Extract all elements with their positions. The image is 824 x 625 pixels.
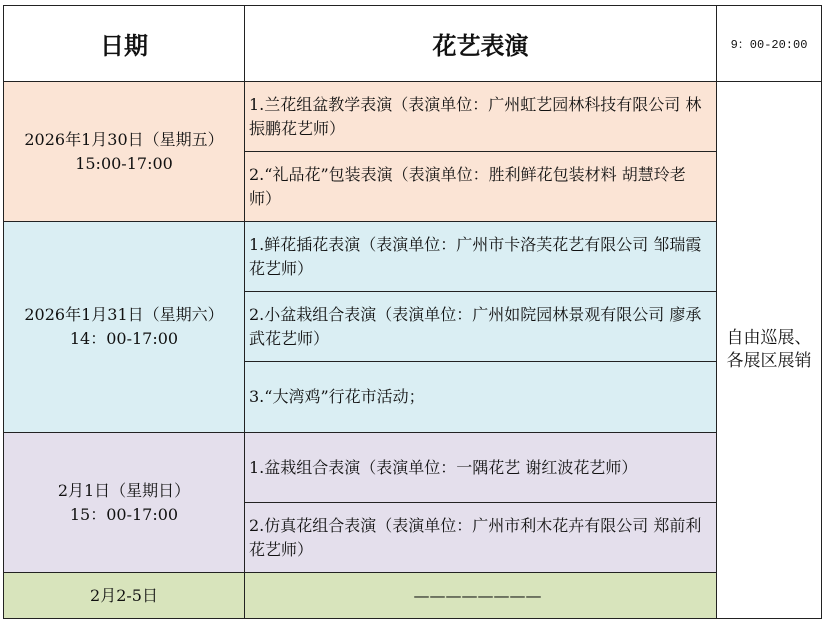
side-note-cell xyxy=(717,82,822,619)
performance-cell: 2.“礼品花”包装表演（表演单位：胜利鲜花包装材料 胡慧玲老师） xyxy=(245,152,717,222)
performance-cell: 2.仿真花组合表演（表演单位：广州市利木花卉有限公司 郑前利花艺师） xyxy=(245,503,717,573)
table-row xyxy=(4,573,822,619)
performance-cell: 1.兰花组盆教学表演（表演单位：广州虹艺园林科技有限公司 林振鹏花艺师） xyxy=(245,82,717,152)
performance-cell: 3.“大湾鸡”行花市活动； xyxy=(245,362,717,433)
time-column-header: 9：00-20:00 xyxy=(717,6,822,82)
performance-cell: 1.鲜花插花表演（表演单位：广州市卡洛芙花艺有限公司 邹瑞霞花艺师） xyxy=(245,222,717,292)
header-row xyxy=(4,6,822,82)
empty-dash-cell: ———————— xyxy=(245,573,717,619)
date-text: 2026年1月30日（星期五） xyxy=(24,129,224,149)
time-text: 15：00-17:00 xyxy=(69,504,179,524)
table-row xyxy=(4,222,822,292)
date-cell xyxy=(4,222,245,433)
performance-cell: 1.盆栽组合表演（表演单位：一隅花艺 谢红波花艺师） xyxy=(245,433,717,503)
table-row xyxy=(4,82,822,152)
performance-cell: 2.小盆栽组合表演（表演单位：广州如院园林景观有限公司 廖承武花艺师） xyxy=(245,292,717,362)
date-cell: 2月2-5日 xyxy=(4,573,245,619)
side-note-line: 各展区展销 xyxy=(726,351,812,371)
schedule-table-wrapper xyxy=(3,5,822,619)
date-cell xyxy=(4,433,245,573)
table-row xyxy=(4,433,822,503)
date-text: 2026年1月31日（星期六） xyxy=(24,305,224,324)
time-text: 14：00-17:00 xyxy=(69,329,179,348)
date-text: 2月1日（星期日） xyxy=(57,480,191,500)
date-cell xyxy=(4,82,245,222)
performance-column-header: 花艺表演 xyxy=(245,6,717,82)
time-text: 15:00-17:00 xyxy=(75,153,173,173)
side-note-line: 自由巡展、 xyxy=(726,328,812,348)
date-column-header: 日期 xyxy=(4,6,245,82)
schedule-table xyxy=(3,5,822,619)
